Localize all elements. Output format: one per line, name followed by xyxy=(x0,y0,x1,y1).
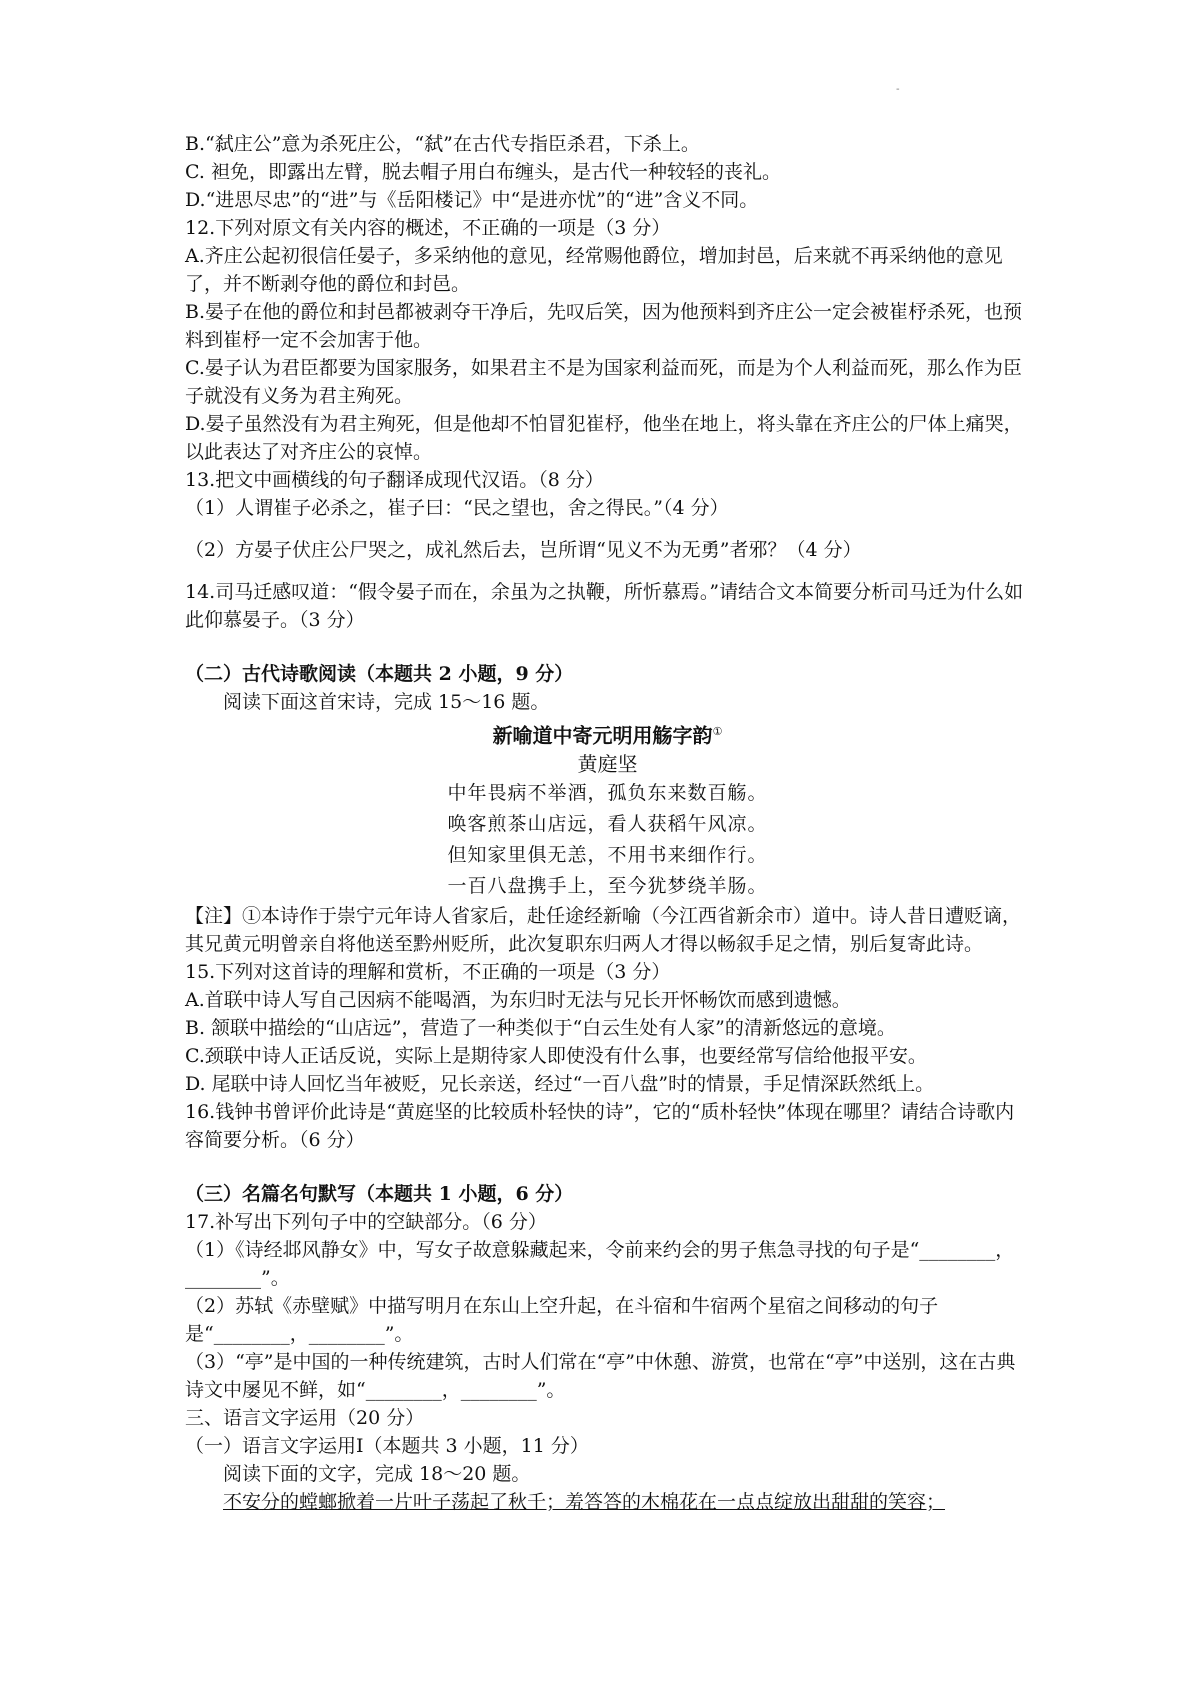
question-16: 16.钱钟书曾评价此诗是“黄庭坚的比较质朴轻快的诗”，它的“质朴轻快”体现在哪里？请结合诗歌内容简要分析。（6 分） xyxy=(185,1100,1015,1151)
q15-option-a: A.首联中诗人写自己因病不能喝酒，为东归时无法与兄长开怀畅饮而感到遗憾。 xyxy=(185,988,851,1011)
section-heading-poetry: （二）古代诗歌阅读（本题共 2 小题，9 分） xyxy=(185,663,574,685)
poem-line-4: 一百八盘携手上，至今犹梦绕羊肠。 xyxy=(447,874,768,897)
question-17: 17.补写出下列句子中的空缺部分。（6 分） xyxy=(185,1210,547,1233)
poem-title-text: 新喻道中寄元明用觞字韵 xyxy=(492,723,713,748)
q17-part-3: （3）“亭”是中国的一种传统建筑，古时人们常在“亭”中休憩、游赏，也常在“亭”中送别，这在古典诗文中屡见不鲜，如“________，________”。 xyxy=(185,1350,1016,1401)
question-13: 13.把文中画横线的句子翻译成现代汉语。（8 分） xyxy=(185,469,604,491)
poem-body xyxy=(185,778,1030,902)
q11-option-c: C. 袒免，即露出左臂，脱去帽子用白布缠头，是古代一种较轻的丧礼。 xyxy=(185,161,781,183)
poem-note: 【注】①本诗作于崇宁元年诗人省家后，赴任途经新喻（今江西省新余市）道中。诗人昔日遭贬谪，其兄黄元明曾亲自将他送至黔州贬所，此次复职东归两人才得以畅叙手足之情，别后复寄此诗。 xyxy=(185,904,1022,955)
q17-part-2: （2）苏轼《赤壁赋》中描写明月在东山上空升起，在斗宿和牛宿两个星宿之间移动的句子是“________，________”。 xyxy=(185,1294,939,1345)
q12-option-c: C.晏子认为君臣都要为国家服务，如果君主不是为国家利益而死，而是为个人利益而死，那么作为臣子就没有义务为君主殉死。 xyxy=(185,357,1022,407)
q11-option-d: D.“进思尽忠”的“进”与《岳阳楼记》中“是进亦忧”的“进”含义不同。 xyxy=(185,189,759,211)
exam-page xyxy=(185,130,1030,1516)
q15-option-b: B. 颔联中描绘的“山店远”，营造了一种类似于“白云生处有人家”的清新悠远的意境。 xyxy=(185,1016,896,1039)
poetry-instruction: 阅读下面这首宋诗，完成 15～16 题。 xyxy=(223,691,550,713)
poem-author: 黄庭坚 xyxy=(577,751,638,776)
poem-line-1: 中年畏病不举酒，孤负东来数百觞。 xyxy=(447,781,768,804)
poem-footnote-mark: ① xyxy=(712,725,723,738)
section-heading-language: （一）语言文字运用Ⅰ（本题共 3 小题，11 分） xyxy=(185,1434,589,1457)
q15-option-d: D. 尾联中诗人回忆当年被贬，兄长亲送，经过“一百八盘”时的情景，手足情深跃然纸上。 xyxy=(185,1072,935,1095)
poem-line-2: 唤客煎茶山店远，看人获稻午风凉。 xyxy=(447,812,768,835)
section-heading-recitation: （三）名篇名句默写（本题共 1 小题，6 分） xyxy=(185,1182,574,1205)
q13-part-1: （1）人谓崔子必杀之，崔子曰：“民之望也，舍之得民。”（4 分） xyxy=(185,497,729,519)
corner-mark: - xyxy=(896,84,900,95)
q15-option-c: C.颈联中诗人正话反说，实际上是期待家人即使没有什么事，也要经常写信给他报平安。 xyxy=(185,1044,927,1067)
q13-part-2: （2）方晏子伏庄公尸哭之，成礼然后去，岂所谓“见义不为无勇”者邪？（4 分） xyxy=(185,539,862,561)
q12-option-a: A.齐庄公起初很信任晏子，多采纳他的意见，经常赐他爵位，增加封邑，后来就不再采纳他的意见了，并不断剥夺他的爵位和封邑。 xyxy=(185,245,1003,295)
q11-option-b: B.“弑庄公”意为杀死庄公，“弑”在古代专指臣杀君，下杀上。 xyxy=(185,133,700,155)
language-instruction: 阅读下面的文字，完成 18～20 题。 xyxy=(223,1462,531,1485)
poem-line-3: 但知家里俱无恙，不用书来细作行。 xyxy=(447,843,768,866)
q12-option-b: B.晏子在他的爵位和封邑都被剥夺干净后，先叹后笑，因为他预料到齐庄公一定会被崔杼杀死，也预料到崔杼一定不会加害于他。 xyxy=(185,301,1023,351)
question-14: 14.司马迁感叹道：“假令晏子而在，余虽为之执鞭，所忻慕焉。”请结合文本简要分析司马迁为什么如此仰慕晏子。（3 分） xyxy=(185,581,1024,631)
part-three-heading: 三、语言文字运用（20 分） xyxy=(185,1406,425,1429)
q17-part-1: （1）《诗经邶风静女》中，写女子故意躲藏起来，令前来约会的男子焦急寻找的句子是“________，________”。 xyxy=(185,1238,1015,1289)
question-15: 15.下列对这首诗的理解和赏析，不正确的一项是（3 分） xyxy=(185,960,671,983)
poem-title xyxy=(185,718,1030,750)
question-12: 12.下列对原文有关内容的概述，不正确的一项是（3 分） xyxy=(185,217,671,239)
passage-first-line: 不安分的螳螂掀着一片叶子荡起了秋千；羞答答的木棉花在一点点绽放出甜甜的笑容； xyxy=(223,1490,946,1513)
q12-option-d: D.晏子虽然没有为君主殉死，但是他却不怕冒犯崔杼，他坐在地上，将头靠在齐庄公的尸体上痛哭，以此表达了对齐庄公的哀悼。 xyxy=(185,413,1023,463)
